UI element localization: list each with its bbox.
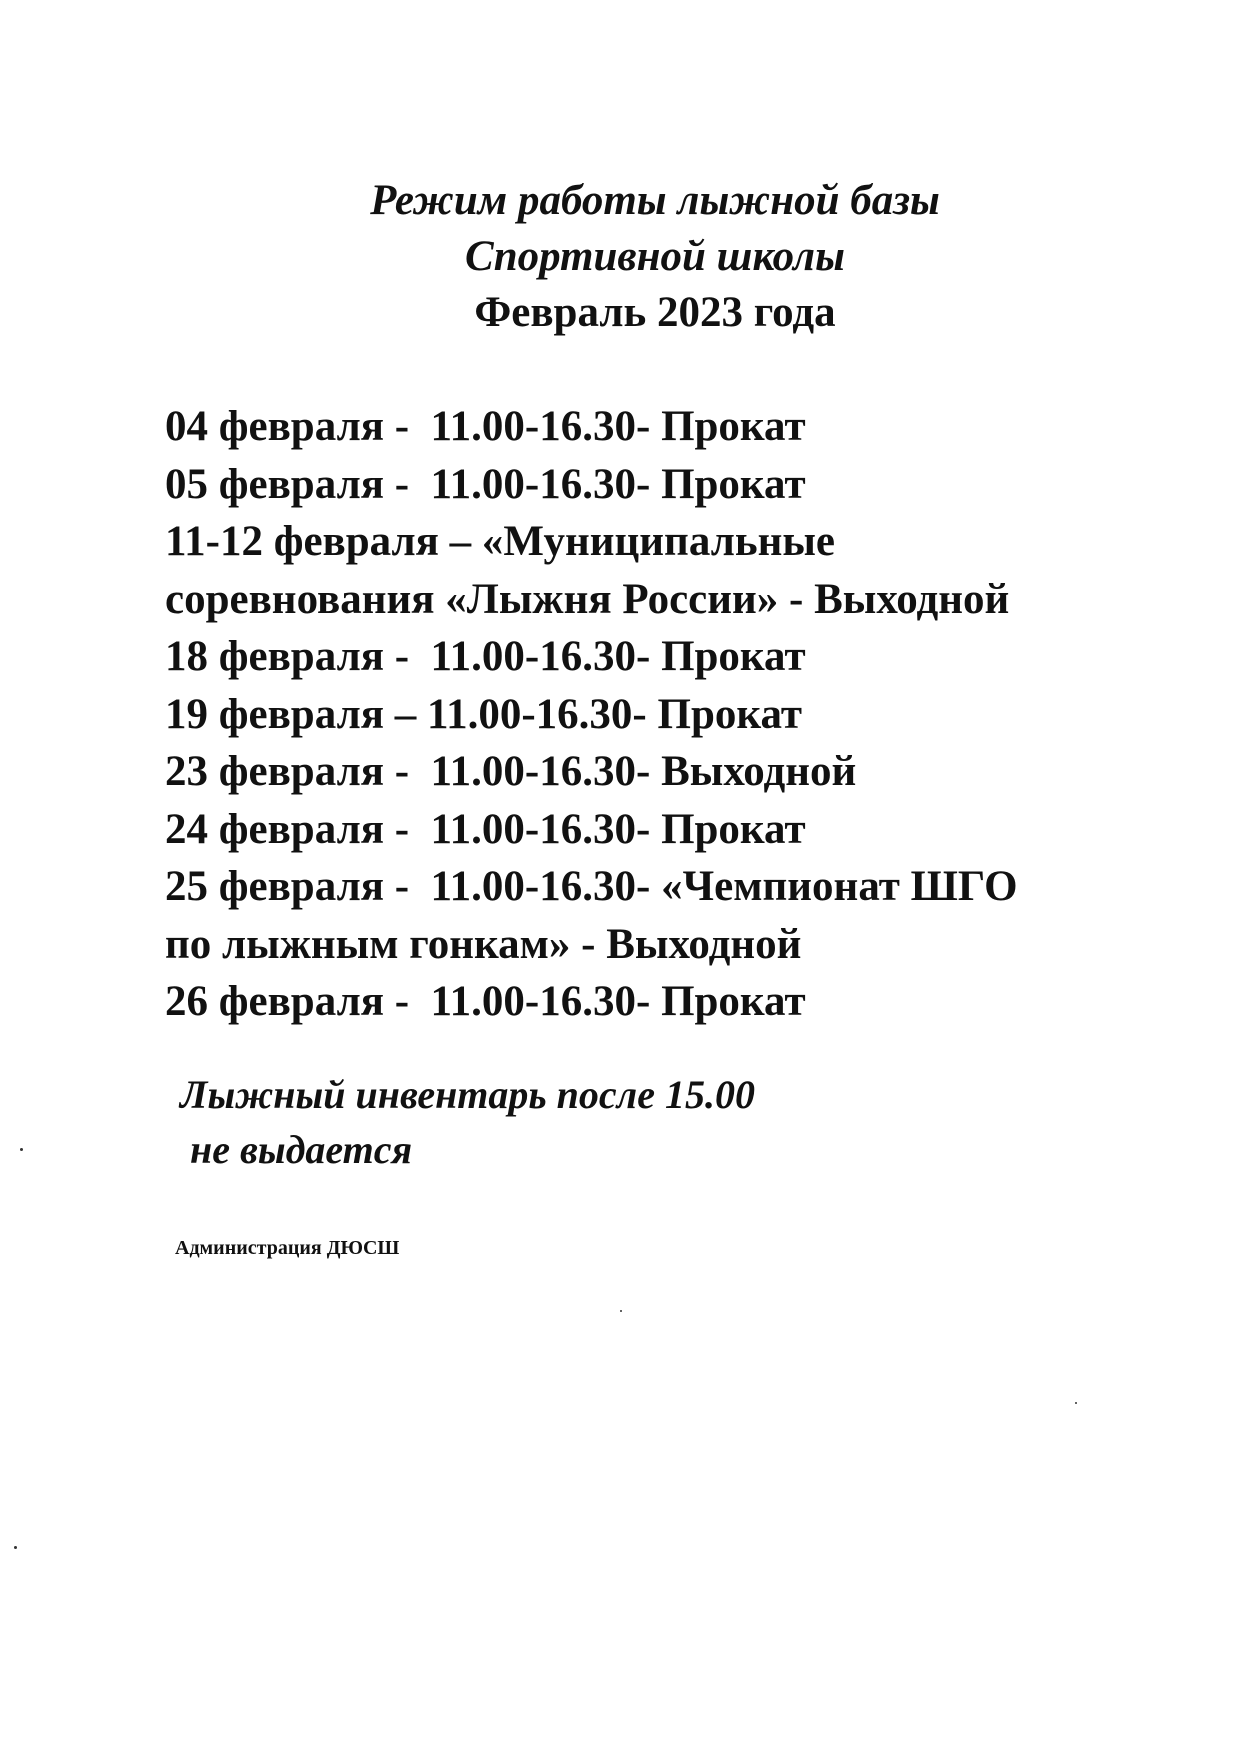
scan-speck [620, 1310, 622, 1312]
title-line-2: Спортивной школы [465, 233, 845, 280]
schedule-line: 04 февраля - 11.00-16.30- Прокат [165, 403, 806, 450]
schedule-line: 11-12 февраля – «Муниципальные [165, 518, 836, 565]
equipment-note-line-1: Лыжный инвентарь после 15.00 [180, 1072, 755, 1117]
schedule-line: 23 февраля - 11.00-16.30- Выходной [165, 748, 857, 795]
equipment-note [180, 1067, 755, 1177]
schedule-line: 26 февраля - 11.00-16.30- Прокат [165, 978, 806, 1025]
scan-speck [1075, 1402, 1077, 1404]
signature: Администрация ДЮСШ [175, 1237, 400, 1259]
equipment-note-line-2: не выдается [180, 1127, 413, 1172]
schedule-line: 05 февраля - 11.00-16.30- Прокат [165, 460, 806, 508]
scan-speck [14, 1546, 17, 1549]
schedule-line: 25 февраля - 11.00-16.30- «Чемпионат ШГО [165, 863, 1018, 910]
schedule-line: 19 февраля – 11.00-16.30- Прокат [165, 690, 803, 738]
title-line-1: Режим работы лыжной базы [370, 177, 940, 224]
schedule-line: 24 февраля - 11.00-16.30- Прокат [165, 805, 806, 853]
title-line-3: Февраль 2023 года [474, 289, 836, 336]
schedule-list [165, 398, 1205, 1031]
schedule-line: по лыжным гонкам» - Выходной [165, 920, 802, 968]
scan-speck [20, 1148, 23, 1151]
schedule-line: 18 февраля - 11.00-16.30- Прокат [165, 633, 806, 680]
schedule-line: соревнования «Лыжня России» - Выходной [165, 575, 1010, 623]
